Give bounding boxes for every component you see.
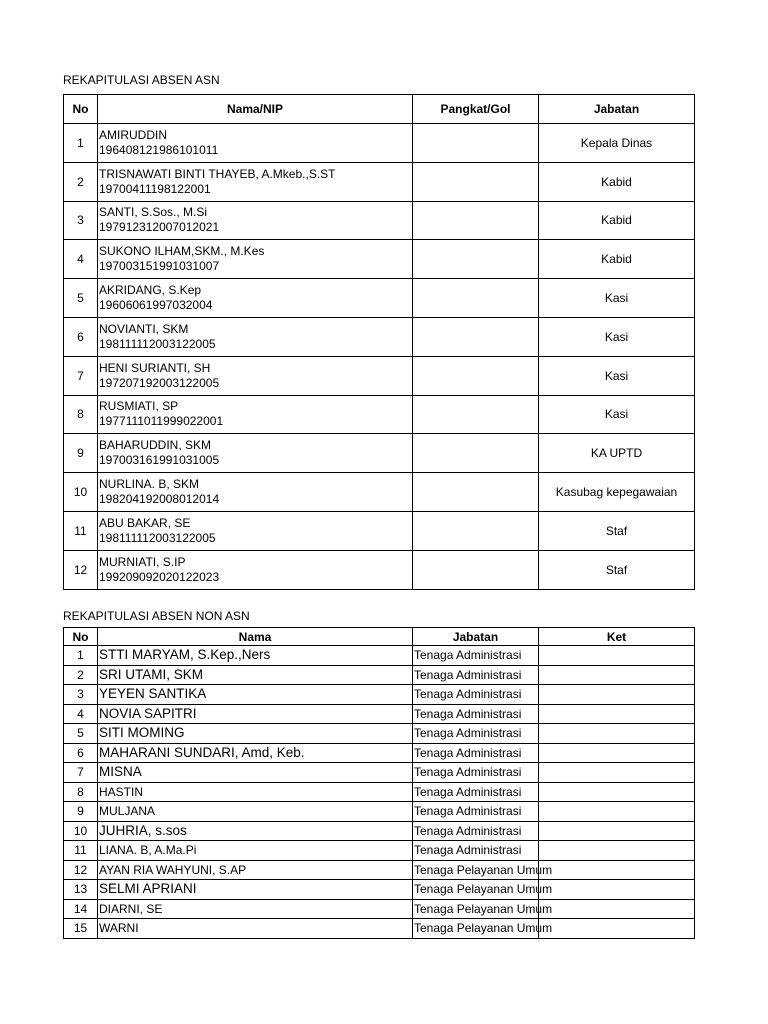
row-no: 1 [64, 124, 98, 163]
row-jabatan-text: Tenaga Administrasi [414, 667, 522, 682]
row-nip: 199209092020122023 [99, 569, 220, 584]
row-no: 3 [64, 685, 98, 705]
row-nama: MURNIATI, S.IP [99, 554, 186, 569]
non-asn-header-row [64, 628, 695, 646]
row-no: 12 [64, 550, 98, 589]
row-nama: STTI MARYAM, S.Kep.,Ners [98, 646, 413, 666]
row-nama: AYAN RIA WAHYUNI, S.AP [98, 860, 413, 880]
row-ket [539, 665, 695, 685]
non-asn-table [63, 627, 695, 939]
row-pangkat-gol [413, 162, 539, 201]
row-nama: DIARNI, SE [98, 899, 413, 919]
col-header-no: No [64, 95, 98, 124]
row-ket [539, 860, 695, 880]
table-row [64, 279, 695, 318]
row-jabatan-text: Tenaga Pelayanan Umum [414, 882, 553, 897]
row-jabatan: Staf [539, 550, 695, 589]
row-jabatan [413, 919, 553, 939]
row-nip: 198111112003122005 [99, 336, 216, 351]
row-no: 7 [64, 763, 98, 783]
row-nip: 197711101199902200​1 [99, 414, 224, 429]
row-no: 10 [64, 473, 98, 512]
table-row [64, 317, 695, 356]
row-nama-nip [98, 356, 413, 395]
row-jabatan: Kabid [539, 162, 695, 201]
row-jabatan-text: Tenaga Administrasi [414, 687, 522, 702]
row-nip: 198204192008012014 [99, 492, 220, 507]
row-ket [539, 899, 695, 919]
row-jabatan-text: Tenaga Administrasi [414, 648, 522, 663]
row-nama: MISNA [98, 763, 413, 783]
row-jabatan-text: Tenaga Pelayanan Umum [414, 901, 553, 916]
col-header-ket: Ket [539, 628, 695, 646]
row-pangkat-gol [413, 317, 539, 356]
row-ket [539, 724, 695, 744]
row-jabatan: Kasi [539, 395, 695, 434]
row-jabatan [413, 665, 539, 685]
row-jabatan-text: Tenaga Administrasi [414, 804, 522, 819]
row-nip: 196408121986101011 [99, 142, 219, 157]
asn-table [63, 94, 695, 590]
row-jabatan [413, 802, 539, 822]
row-pangkat-gol [413, 124, 539, 163]
row-ket [539, 685, 695, 705]
row-nama: WARNI [98, 919, 413, 939]
row-ket [539, 841, 695, 861]
row-no: 4 [64, 240, 98, 279]
row-nama-nip [98, 317, 413, 356]
row-ket [539, 763, 695, 783]
table-row [64, 860, 695, 880]
row-pangkat-gol [413, 550, 539, 589]
row-nama: SITI MOMING [98, 724, 413, 744]
table-row [64, 782, 695, 802]
row-jabatan: Kasi [539, 317, 695, 356]
row-ket [539, 646, 695, 666]
non-asn-table-title: REKAPITULASI ABSEN NON ASN [63, 609, 250, 623]
row-jabatan-text: Tenaga Pelayanan Umum [414, 862, 553, 877]
table-row [64, 704, 695, 724]
col-header-nama-nip: Nama/NIP [98, 95, 413, 124]
row-no: 9 [64, 802, 98, 822]
row-ket [539, 880, 695, 900]
table-row [64, 162, 695, 201]
row-nip: 19700411198122001 [99, 181, 211, 196]
row-nama: HENI SURIANTI, SH [99, 360, 211, 375]
row-no: 2 [64, 162, 98, 201]
row-pangkat-gol [413, 395, 539, 434]
table-row [64, 802, 695, 822]
row-nama: RUSMIATI, SP [99, 399, 179, 414]
row-pangkat-gol [413, 201, 539, 240]
table-row [64, 473, 695, 512]
row-no: 11 [64, 511, 98, 550]
col-header-jabatan: Jabatan [413, 628, 539, 646]
row-nip: 197207192003122005 [99, 375, 220, 390]
col-header-no: No [64, 628, 98, 646]
col-header-pangkat-gol: Pangkat/Gol [413, 95, 539, 124]
row-nama: LIANA. B, A.Ma.Pi [98, 841, 413, 861]
row-ket [539, 743, 695, 763]
row-jabatan [413, 743, 539, 763]
row-ket [539, 782, 695, 802]
row-no: 1 [64, 646, 98, 666]
row-nip: 197003151991031007 [99, 259, 220, 274]
row-nama-nip [98, 201, 413, 240]
table-row [64, 821, 695, 841]
row-no: 7 [64, 356, 98, 395]
row-jabatan [413, 841, 539, 861]
row-no: 2 [64, 665, 98, 685]
row-jabatan [413, 821, 539, 841]
row-no: 5 [64, 279, 98, 318]
row-nama-nip [98, 162, 413, 201]
row-jabatan-text: Tenaga Administrasi [414, 726, 522, 741]
row-pangkat-gol [413, 434, 539, 473]
row-no: 11 [64, 841, 98, 861]
row-nama: AMIRUDDIN [99, 127, 167, 142]
table-row [64, 550, 695, 589]
row-nip: 197912312007012021 [99, 220, 220, 235]
table-row [64, 646, 695, 666]
row-jabatan [413, 685, 539, 705]
row-nama: YEYEN SANTIKA [98, 685, 413, 705]
row-pangkat-gol [413, 473, 539, 512]
row-no: 9 [64, 434, 98, 473]
row-jabatan [413, 880, 553, 900]
row-nip: 19606061997032004 [99, 298, 213, 313]
row-no: 10 [64, 821, 98, 841]
row-nama-nip [98, 395, 413, 434]
row-no: 15 [64, 919, 98, 939]
table-row [64, 899, 695, 919]
row-nama: MAHARANI SUNDARI, Amd, Keb. [98, 743, 413, 763]
row-nama-nip [98, 511, 413, 550]
row-nama: TRISNAWATI BINTI THAYEB, A.Mkeb.,S.ST [99, 166, 336, 181]
row-nama-nip [98, 240, 413, 279]
table-row [64, 511, 695, 550]
row-jabatan-text: Tenaga Administrasi [414, 765, 522, 780]
row-jabatan [413, 646, 539, 666]
row-no: 4 [64, 704, 98, 724]
row-nama: NURLINA. B, SKM [99, 477, 200, 492]
row-jabatan-text: Tenaga Pelayanan Umum [414, 921, 553, 936]
row-pangkat-gol [413, 240, 539, 279]
row-jabatan [413, 763, 539, 783]
row-no: 12 [64, 860, 98, 880]
row-no: 8 [64, 395, 98, 434]
row-jabatan-text: Tenaga Administrasi [414, 823, 522, 838]
table-row [64, 201, 695, 240]
row-no: 8 [64, 782, 98, 802]
row-nama: HASTIN [98, 782, 413, 802]
table-row [64, 240, 695, 279]
row-nama: SUKONO ILHAM,SKM., M.Kes [99, 244, 265, 259]
row-no: 5 [64, 724, 98, 744]
row-jabatan-text: Tenaga Administrasi [414, 843, 522, 858]
row-jabatan-text: Tenaga Administrasi [414, 706, 522, 721]
row-no: 13 [64, 880, 98, 900]
row-jabatan: Kabid [539, 201, 695, 240]
row-nama: ABU BAKAR, SE [99, 515, 191, 530]
row-jabatan: Kasi [539, 279, 695, 318]
row-nip: 198111112003122005 [99, 530, 216, 545]
row-pangkat-gol [413, 279, 539, 318]
row-nama: NOVIA SAPITRI [98, 704, 413, 724]
asn-table-title: REKAPITULASI ABSEN ASN [63, 73, 220, 87]
row-jabatan: Kepala Dinas [539, 124, 695, 163]
row-no: 14 [64, 899, 98, 919]
row-nama: SELMI APRIANI [98, 880, 413, 900]
table-row [64, 880, 695, 900]
row-nama-nip [98, 473, 413, 512]
row-nama: NOVIANTI, SKM [99, 321, 189, 336]
row-ket [539, 821, 695, 841]
row-nama: SANTI, S.Sos., M.Si [99, 205, 208, 220]
table-row [64, 743, 695, 763]
row-jabatan: Kabid [539, 240, 695, 279]
table-row [64, 724, 695, 744]
asn-header-row [64, 95, 695, 124]
table-row [64, 124, 695, 163]
row-no: 6 [64, 317, 98, 356]
row-jabatan [413, 860, 553, 880]
table-row [64, 841, 695, 861]
row-nama: AKRIDANG, S.Kep [99, 283, 202, 298]
row-nama: BAHARUDDIN, SKM [99, 438, 212, 453]
row-nama-nip [98, 550, 413, 589]
row-ket [539, 919, 695, 939]
table-row [64, 763, 695, 783]
row-jabatan [413, 782, 539, 802]
row-nama-nip [98, 434, 413, 473]
col-header-jabatan: Jabatan [539, 95, 695, 124]
row-nama-nip [98, 279, 413, 318]
row-jabatan: Kasubag kepegawaian [539, 473, 695, 512]
row-jabatan: KA UPTD [539, 434, 695, 473]
row-jabatan-text: Tenaga Administrasi [414, 784, 522, 799]
row-ket [539, 802, 695, 822]
col-header-nama: Nama [98, 628, 413, 646]
row-nama: MULJANA [98, 802, 413, 822]
row-jabatan [413, 724, 539, 744]
table-row [64, 919, 695, 939]
row-jabatan: Staf [539, 511, 695, 550]
row-jabatan [413, 704, 539, 724]
row-jabatan [413, 899, 553, 919]
row-nama: JUHRIA, s.sos [98, 821, 413, 841]
row-pangkat-gol [413, 511, 539, 550]
row-no: 6 [64, 743, 98, 763]
row-nama: SRI UTAMI, SKM [98, 665, 413, 685]
table-row [64, 395, 695, 434]
row-ket [539, 704, 695, 724]
row-jabatan-text: Tenaga Administrasi [414, 745, 522, 760]
row-jabatan: Kasi [539, 356, 695, 395]
table-row [64, 356, 695, 395]
row-no: 3 [64, 201, 98, 240]
row-nama-nip [98, 124, 413, 163]
table-row [64, 665, 695, 685]
table-row [64, 434, 695, 473]
row-nip: 197003161991031005 [99, 453, 220, 468]
table-row [64, 685, 695, 705]
row-pangkat-gol [413, 356, 539, 395]
